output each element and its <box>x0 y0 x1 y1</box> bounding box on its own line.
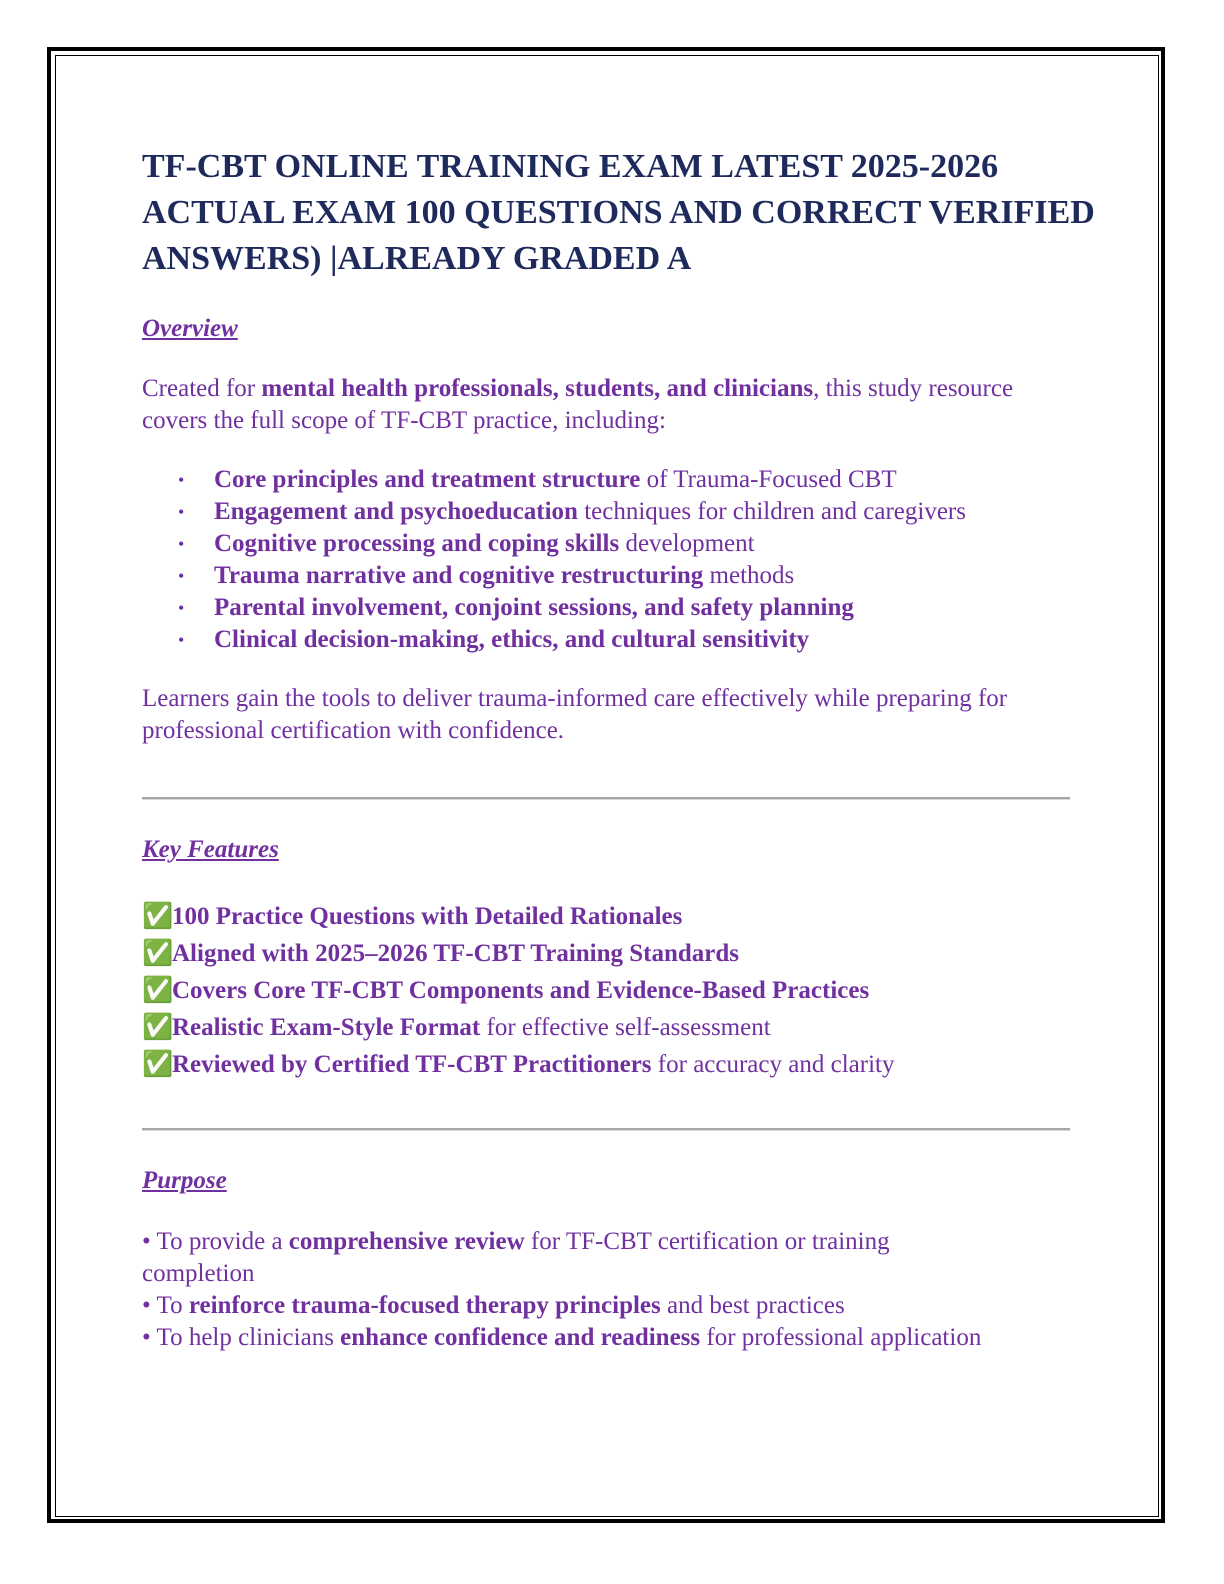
document-title: TF-CBT ONLINE TRAINING EXAM LATEST 2025-2026 ACTUAL EXAM 100 QUESTIONS AND CORRECT VERIFIED ANSWERS) |ALREADY GRADED A <box>142 148 1095 277</box>
check-icon: ✅ <box>142 940 174 967</box>
section-divider <box>142 1128 1070 1130</box>
list-item: • Clinical decision-making, ethics, and cultural sensitivity <box>142 624 1082 656</box>
list-item: • To help clinicians enhance confidence and readiness for professional application <box>142 1324 982 1351</box>
bullet-icon: • <box>178 566 185 586</box>
check-icon: ✅ <box>142 977 174 1004</box>
list-item: ✅Reviewed by Certified TF-CBT Practitioners for accuracy and clarity <box>142 1046 1102 1083</box>
purpose-heading: Purpose <box>142 1167 227 1194</box>
list-item: ✅100 Practice Questions with Detailed Rationales <box>142 898 1102 935</box>
list-item: • Core principles and treatment structure of Trauma-Focused CBT <box>142 464 1082 496</box>
list-item: • To provide a comprehensive review for TF-CBT certification or training completion <box>142 1228 890 1287</box>
purpose-list <box>142 1226 1002 1354</box>
list-item: • To reinforce trauma-focused therapy principles and best practices <box>142 1292 845 1319</box>
check-icon: ✅ <box>142 1014 174 1041</box>
bullet-icon: • <box>178 502 185 522</box>
list-item: • Engagement and psychoeducation techniques for children and caregivers <box>142 496 1082 528</box>
check-icon: ✅ <box>142 1051 174 1078</box>
bullet-icon: • <box>178 630 185 650</box>
check-icon: ✅ <box>142 903 174 930</box>
key-features-list <box>142 898 1102 1083</box>
section-divider <box>142 797 1070 799</box>
list-item: • Parental involvement, conjoint sessions, and safety planning <box>142 592 1082 624</box>
overview-closing: Learners gain the tools to deliver trauma-informed care effectively while preparing for professional certification with confidence. <box>142 685 1008 744</box>
key-features-heading: Key Features <box>142 836 279 863</box>
overview-heading: Overview <box>142 315 238 342</box>
list-item: ✅Realistic Exam-Style Format for effective self-assessment <box>142 1009 1102 1046</box>
bullet-icon: • <box>178 470 185 490</box>
overview-bullet-list <box>142 464 1082 656</box>
list-item: • Trauma narrative and cognitive restructuring methods <box>142 560 1082 592</box>
bullet-icon: • <box>178 598 185 618</box>
list-item: • Cognitive processing and coping skills development <box>142 528 1082 560</box>
list-item: ✅Aligned with 2025–2026 TF-CBT Training Standards <box>142 935 1102 972</box>
list-item: ✅Covers Core TF-CBT Components and Evidence-Based Practices <box>142 972 1102 1009</box>
overview-intro: Created for mental health professionals, students, and clinicians, this study resource covers the full scope of TF-CBT practice, including: <box>142 375 1014 434</box>
bullet-icon: • <box>178 534 185 554</box>
